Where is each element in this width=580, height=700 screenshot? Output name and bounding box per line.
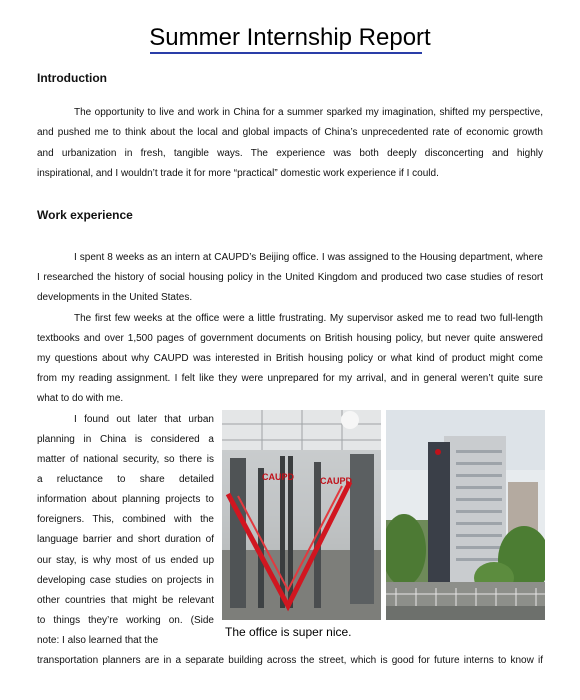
work-experience-heading: Work experience — [37, 208, 133, 222]
narrow-line-7: language barrier and short duration of — [37, 534, 214, 545]
caupd-sign-left: CAUPD — [262, 472, 295, 482]
caupd-sign-right: CAUPD — [320, 476, 353, 486]
work-line-1: I spent 8 weeks as an intern at CAUPD’s Beijing office. I was assigned to the Housing department, where — [74, 252, 543, 263]
narrow-line-9: developing case studies on projects in — [37, 575, 214, 586]
work-line-8: what to do with me. — [37, 393, 124, 404]
narrow-line-4: a reluctance to share detailed — [37, 474, 214, 485]
intro-line-4: inspirational, and I wouldn’t trade it for more “practical” domestic work experience if I could. — [37, 168, 439, 179]
intro-line-1: The opportunity to live and work in China for a summer sparked my imagination, shifted my perspective, — [74, 107, 543, 118]
narrow-line-3: matter of national security, so there is — [37, 454, 214, 465]
narrow-line-6: foreigners. This, combined with the — [37, 514, 214, 525]
work-line-6: my questions about why CAUPD was interested in British housing policy or what kind of product might come — [37, 353, 543, 364]
work-line-4: The first few weeks at the office were a little frustrating. My supervisor asked me to read two full-length — [74, 313, 543, 324]
intro-line-3: and urbanization in fresh, tangible ways. The experience was both deeply disconcerting and highly — [37, 148, 543, 159]
work-line-3: developments in the United States. — [37, 292, 193, 303]
photo-caption: The office is super nice. — [225, 625, 352, 639]
narrow-line-8: our stay, is why most of us ended up — [37, 555, 214, 566]
work-line-7: from my reading assignment. I felt like they were unprepared for my arrival, and in general weren’t quite sure — [37, 373, 543, 384]
office-building-photo — [386, 410, 545, 620]
narrow-line-5: information about planning projects to — [37, 494, 214, 505]
narrow-line-10: other countries that might be relevant — [37, 595, 214, 606]
narrow-line-2: planning in China is considered a — [37, 434, 214, 445]
report-title: Summer Internship Report — [149, 24, 431, 51]
narrow-line-11: to things they’re working on. (Side — [37, 615, 214, 626]
title-underline — [150, 52, 422, 54]
narrow-line-12: note: I also learned that the — [37, 635, 159, 646]
narrow-line-1: I found out later that urban — [74, 414, 214, 425]
office-interior-photo — [222, 410, 381, 620]
work-line-2: I researched the history of social housing policy in the United Kingdom and produced two case studies of resort — [37, 272, 543, 283]
work-line-5: textbooks and over 1,500 pages of government documents on British housing policy, but never quite answered — [37, 333, 543, 344]
final-line: transportation planners are in a separate building across the street, which is good for future interns to know if — [37, 655, 543, 666]
intro-line-2: and pushed me to think about the local and global impacts of China’s unprecedented rate of economic growth — [37, 127, 543, 138]
introduction-heading: Introduction — [37, 71, 107, 85]
